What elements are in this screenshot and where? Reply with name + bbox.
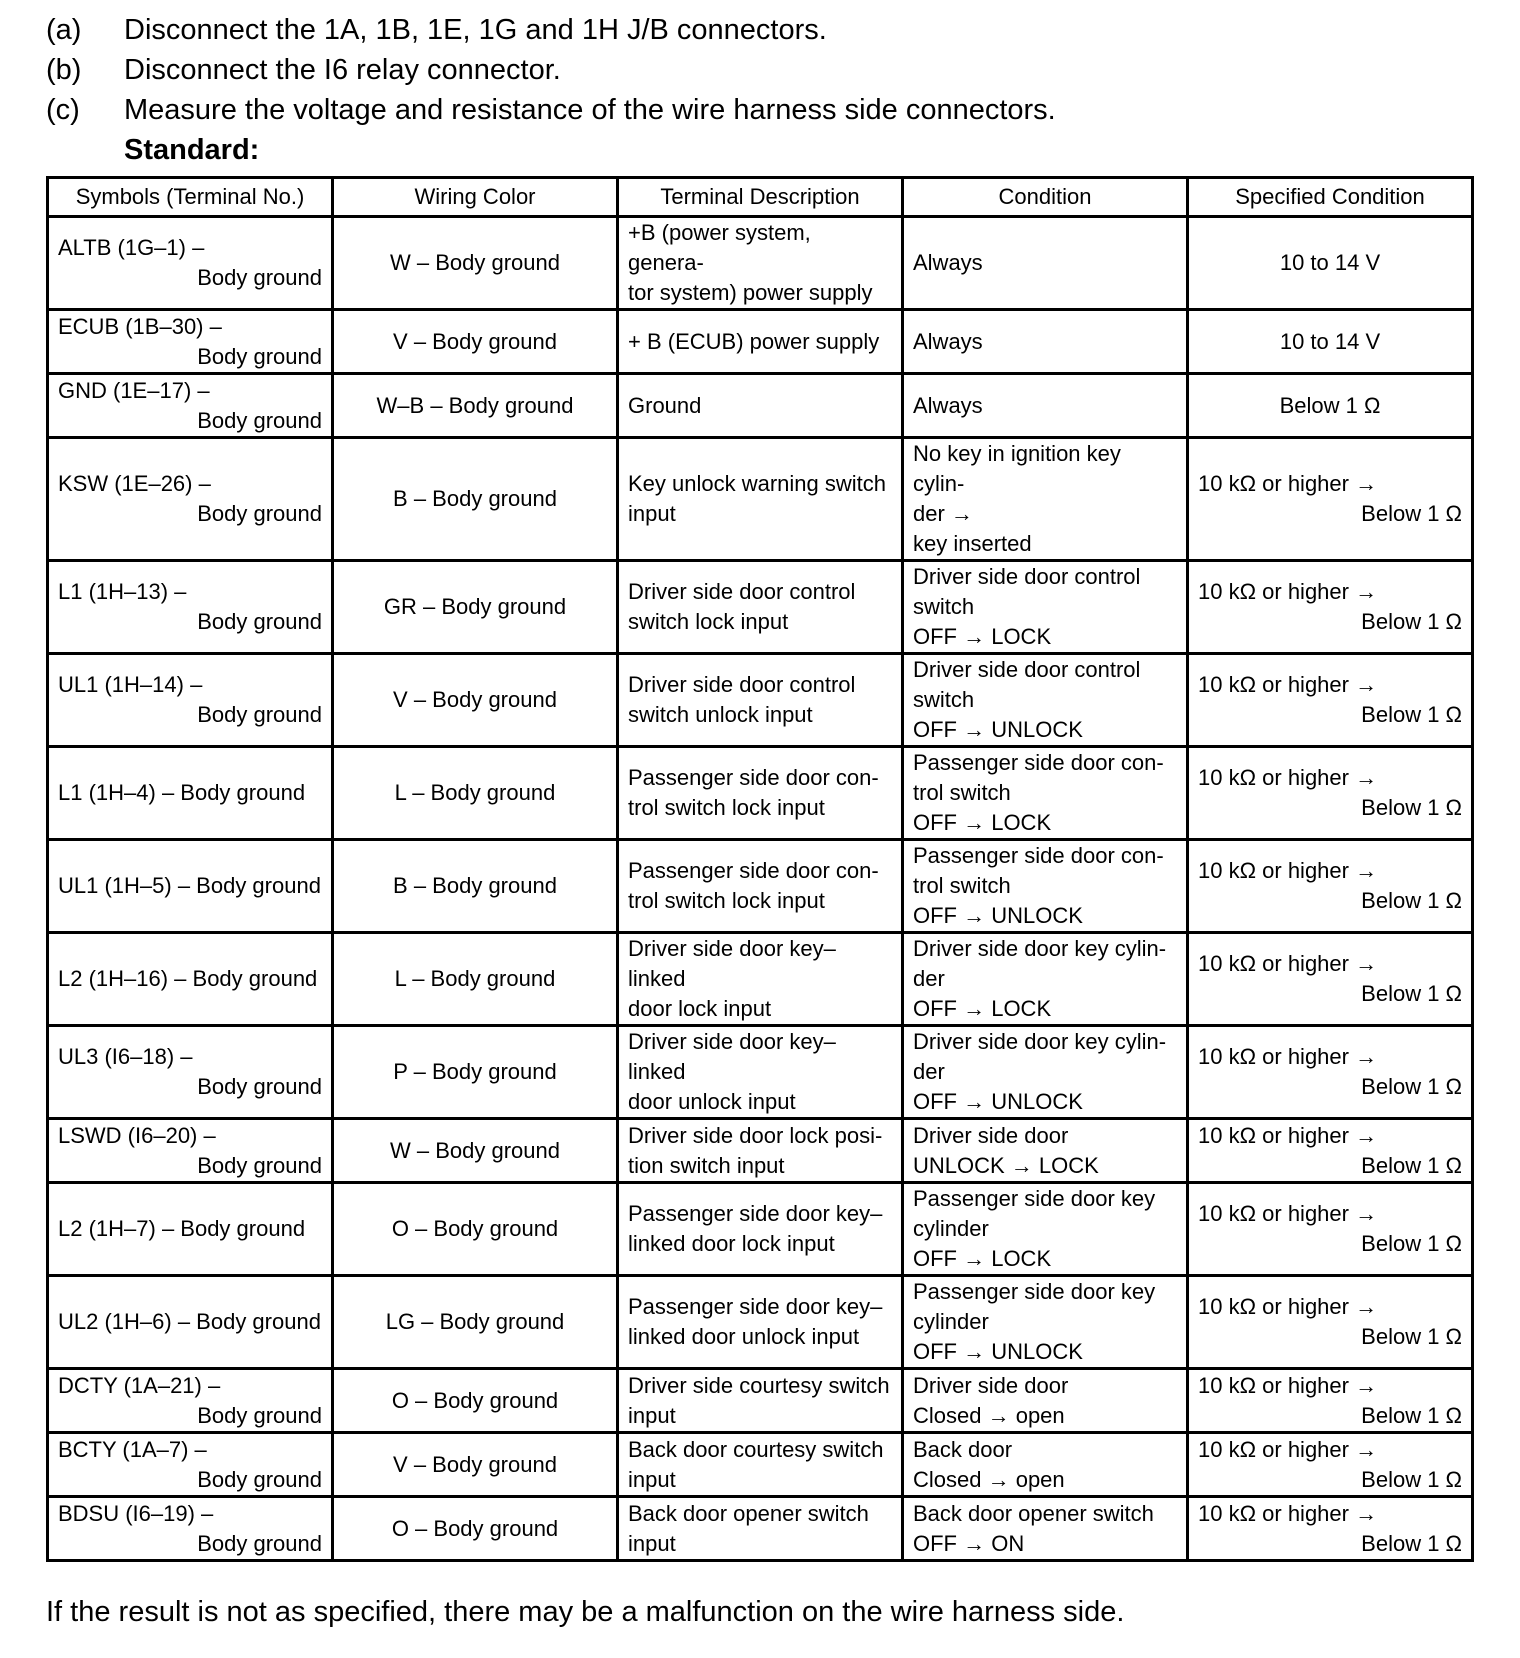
spec-before: 10 kΩ or higher → <box>1198 1294 1378 1319</box>
cell-terminal-description <box>618 747 903 840</box>
cell-specified-condition <box>1188 310 1473 374</box>
step-label: (c) <box>46 94 80 126</box>
spec-before: 10 kΩ or higher → <box>1198 471 1378 496</box>
cell-terminal-description <box>618 654 903 747</box>
symbol-terminal: UL1 (1H–5) – Body ground <box>58 873 321 898</box>
table-row <box>48 374 1473 438</box>
symbol-terminal: UL3 (I6–18) – <box>58 1044 193 1069</box>
spec-value: Below 1 Ω <box>1279 392 1381 418</box>
header-specified-condition: Specified Condition <box>1188 178 1473 217</box>
spec-after: Below 1 Ω <box>1361 981 1462 1006</box>
cell-symbols <box>48 374 333 438</box>
terminal-description: Passenger side door con- trol switch lock input <box>628 765 879 820</box>
symbol-terminal: L1 (1H–13) – <box>58 579 187 604</box>
wiring-color: L – Body ground <box>394 780 556 805</box>
spec-after: Below 1 Ω <box>1361 702 1462 727</box>
cell-terminal-description <box>618 1026 903 1119</box>
spec-before: 10 kΩ or higher → <box>1198 1044 1378 1069</box>
wiring-color: O – Body ground <box>391 1387 559 1413</box>
header-symbols: Symbols (Terminal No.) <box>48 178 333 217</box>
spec-after: Below 1 Ω <box>1361 1530 1462 1556</box>
cell-symbols <box>48 438 333 561</box>
cell-wiring-color <box>333 1183 618 1276</box>
symbol-terminal: L2 (1H–7) – Body ground <box>58 1216 306 1241</box>
spec-after: Below 1 Ω <box>1361 1231 1462 1256</box>
symbol-ground: Body ground <box>197 265 322 290</box>
cell-condition <box>903 1369 1188 1433</box>
cell-symbols <box>48 654 333 747</box>
spec-before: 10 kΩ or higher → <box>1198 1201 1378 1226</box>
table-header-row <box>48 178 1473 217</box>
spec-value: 10 to 14 V <box>1279 328 1381 354</box>
step-a <box>46 10 1056 50</box>
condition: Driver side door control switch OFF → UNLOCK <box>913 657 1141 742</box>
symbol-ground: Body ground <box>197 1074 322 1099</box>
terminal-description: Driver side courtesy switch input <box>628 1372 890 1428</box>
cell-symbols <box>48 1183 333 1276</box>
terminal-description: Key unlock warning switch input <box>628 471 887 526</box>
spec-before: 10 kΩ or higher → <box>1198 1372 1378 1398</box>
cell-terminal-description <box>618 217 903 310</box>
symbol-terminal: LSWD (I6–20) – <box>58 1122 216 1148</box>
cell-condition <box>903 1497 1188 1561</box>
condition: Always <box>913 250 983 275</box>
spec-before: 10 kΩ or higher → <box>1198 765 1378 790</box>
table-row <box>48 1183 1473 1276</box>
table-row <box>48 1369 1473 1433</box>
spec-before: 10 kΩ or higher → <box>1198 579 1378 604</box>
cell-condition <box>903 561 1188 654</box>
terminal-description: + B (ECUB) power supply <box>628 328 880 354</box>
symbol-terminal: L2 (1H–16) – Body ground <box>58 966 318 991</box>
table-row <box>48 933 1473 1026</box>
symbol-terminal: GND (1E–17) – <box>58 377 210 403</box>
step-text: Disconnect the I6 relay connector. <box>124 54 561 86</box>
spec-after: Below 1 Ω <box>1361 1152 1462 1178</box>
cell-condition <box>903 438 1188 561</box>
condition: Passenger side door con- trol switch OFF → LOCK <box>913 750 1164 835</box>
wiring-color: V – Body ground <box>393 687 557 712</box>
table-row <box>48 217 1473 310</box>
wiring-color: V – Body ground <box>393 1451 557 1477</box>
cell-symbols <box>48 1119 333 1183</box>
wiring-color: L – Body ground <box>394 966 556 991</box>
cell-symbols <box>48 310 333 374</box>
spec-after: Below 1 Ω <box>1361 609 1462 634</box>
table-row <box>48 561 1473 654</box>
cell-condition <box>903 654 1188 747</box>
cell-terminal-description <box>618 840 903 933</box>
cell-condition <box>903 1026 1188 1119</box>
cell-symbols <box>48 217 333 310</box>
terminal-description: Back door courtesy switch input <box>628 1436 884 1492</box>
cell-specified-condition <box>1188 1026 1473 1119</box>
cell-symbols <box>48 1026 333 1119</box>
wiring-color: O – Body ground <box>391 1515 559 1541</box>
spec-after: Below 1 Ω <box>1361 501 1462 526</box>
condition: Driver side door UNLOCK → LOCK <box>913 1122 1099 1178</box>
cell-condition <box>903 1119 1188 1183</box>
terminal-description: Back door opener switch input <box>628 1500 869 1556</box>
cell-wiring-color <box>333 217 618 310</box>
table-row <box>48 1276 1473 1369</box>
cell-wiring-color <box>333 654 618 747</box>
header-terminal-description: Terminal Description <box>618 178 903 217</box>
cell-wiring-color <box>333 1433 618 1497</box>
terminal-description: Passenger side door key– linked door lock input <box>628 1201 883 1256</box>
cell-wiring-color <box>333 438 618 561</box>
cell-specified-condition <box>1188 1119 1473 1183</box>
cell-specified-condition <box>1188 561 1473 654</box>
cell-specified-condition <box>1188 438 1473 561</box>
cell-terminal-description <box>618 1276 903 1369</box>
symbol-terminal: KSW (1E–26) – <box>58 471 211 496</box>
cell-wiring-color <box>333 1119 618 1183</box>
cell-terminal-description <box>618 1183 903 1276</box>
cell-terminal-description <box>618 561 903 654</box>
spec-after: Below 1 Ω <box>1361 1466 1462 1492</box>
condition: Always <box>913 392 983 418</box>
wiring-color: B – Body ground <box>393 873 557 898</box>
cell-condition <box>903 1276 1188 1369</box>
cell-condition <box>903 1183 1188 1276</box>
cell-terminal-description <box>618 1119 903 1183</box>
cell-symbols <box>48 1369 333 1433</box>
symbol-terminal: BDSU (I6–19) – <box>58 1500 214 1526</box>
spec-after: Below 1 Ω <box>1361 795 1462 820</box>
spec-before: 10 kΩ or higher → <box>1198 858 1378 883</box>
table-row <box>48 310 1473 374</box>
condition: Back door Closed → open <box>913 1436 1065 1492</box>
procedure-steps <box>46 10 1056 170</box>
cell-condition <box>903 840 1188 933</box>
cell-wiring-color <box>333 1276 618 1369</box>
terminal-description: Passenger side door key– linked door unlock input <box>628 1294 883 1349</box>
wiring-color: LG – Body ground <box>385 1309 565 1334</box>
cell-terminal-description <box>618 1497 903 1561</box>
symbol-terminal: DCTY (1A–21) – <box>58 1372 221 1398</box>
spec-after: Below 1 Ω <box>1361 1324 1462 1349</box>
cell-symbols <box>48 747 333 840</box>
cell-wiring-color <box>333 310 618 374</box>
cell-wiring-color <box>333 1369 618 1433</box>
wiring-color: B – Body ground <box>393 486 557 511</box>
condition: Always <box>913 328 983 354</box>
symbol-ground: Body ground <box>197 407 322 433</box>
header-condition: Condition <box>903 178 1188 217</box>
cell-wiring-color <box>333 374 618 438</box>
cell-specified-condition <box>1188 1369 1473 1433</box>
table-row <box>48 1497 1473 1561</box>
cell-terminal-description <box>618 1369 903 1433</box>
symbol-terminal: UL2 (1H–6) – Body ground <box>58 1309 321 1334</box>
spec-table <box>46 176 1474 1562</box>
spec-after: Below 1 Ω <box>1361 1402 1462 1428</box>
cell-specified-condition <box>1188 1183 1473 1276</box>
step-c <box>46 90 1056 130</box>
spec-before: 10 kΩ or higher → <box>1198 1500 1378 1526</box>
cell-wiring-color <box>333 1497 618 1561</box>
cell-symbols <box>48 1497 333 1561</box>
cell-specified-condition <box>1188 654 1473 747</box>
terminal-description: Driver side door key–linked door lock input <box>628 936 836 1021</box>
cell-specified-condition <box>1188 747 1473 840</box>
symbol-terminal: L1 (1H–4) – Body ground <box>58 780 306 805</box>
symbol-ground: Body ground <box>197 609 322 634</box>
table-row <box>48 1433 1473 1497</box>
spec-before: 10 kΩ or higher → <box>1198 672 1378 697</box>
terminal-description: Driver side door control switch unlock input <box>628 672 856 727</box>
wiring-color: W – Body ground <box>390 1137 560 1163</box>
symbol-ground: Body ground <box>197 501 322 526</box>
symbol-terminal: BCTY (1A–7) – <box>58 1436 207 1462</box>
terminal-description: Driver side door control switch lock input <box>628 579 856 634</box>
cell-specified-condition <box>1188 933 1473 1026</box>
symbol-ground: Body ground <box>197 1530 322 1556</box>
condition: Passenger side door key cylinder OFF → UNLOCK <box>913 1279 1156 1364</box>
wiring-color: W – Body ground <box>390 250 560 275</box>
cell-wiring-color <box>333 561 618 654</box>
step-label: (a) <box>46 14 82 46</box>
header-wiring-color: Wiring Color <box>333 178 618 217</box>
table-row <box>48 438 1473 561</box>
cell-specified-condition <box>1188 374 1473 438</box>
cell-specified-condition <box>1188 840 1473 933</box>
terminal-description: Driver side door key–linked door unlock input <box>628 1029 836 1114</box>
standard-label: Standard: <box>124 134 260 166</box>
cell-specified-condition <box>1188 1497 1473 1561</box>
spec-before: 10 kΩ or higher → <box>1198 1122 1378 1148</box>
condition: No key in ignition key cylin- der → key inserted <box>913 441 1121 556</box>
cell-wiring-color <box>333 747 618 840</box>
wiring-color: O – Body ground <box>391 1216 559 1241</box>
condition: Driver side door key cylin- der OFF → LOCK <box>913 936 1167 1021</box>
step-text: Measure the voltage and resistance of the wire harness side connectors. <box>124 94 1056 126</box>
wiring-color: GR – Body ground <box>383 594 567 619</box>
cell-symbols <box>48 561 333 654</box>
wiring-color: P – Body ground <box>393 1059 557 1084</box>
symbol-terminal: ECUB (1B–30) – <box>58 313 222 339</box>
cell-terminal-description <box>618 374 903 438</box>
cell-condition <box>903 1433 1188 1497</box>
cell-specified-condition <box>1188 1433 1473 1497</box>
spec-value: 10 to 14 V <box>1279 250 1381 275</box>
terminal-description: Passenger side door con- trol switch lock input <box>628 858 879 913</box>
symbol-ground: Body ground <box>197 1402 322 1428</box>
cell-condition <box>903 747 1188 840</box>
terminal-description: Ground <box>628 392 702 418</box>
symbol-terminal: ALTB (1G–1) – <box>58 235 205 260</box>
footer-note: If the result is not as specified, there may be a malfunction on the wire harness side. <box>46 1596 1125 1628</box>
table-row <box>48 840 1473 933</box>
condition: Passenger side door con- trol switch OFF → UNLOCK <box>913 843 1164 928</box>
table-row <box>48 747 1473 840</box>
wiring-color: V – Body ground <box>393 328 557 354</box>
cell-symbols <box>48 1276 333 1369</box>
cell-symbols <box>48 840 333 933</box>
cell-condition <box>903 374 1188 438</box>
symbol-ground: Body ground <box>197 1152 322 1178</box>
cell-condition <box>903 217 1188 310</box>
spec-after: Below 1 Ω <box>1361 1074 1462 1099</box>
cell-wiring-color <box>333 933 618 1026</box>
cell-specified-condition <box>1188 1276 1473 1369</box>
wiring-color: W–B – Body ground <box>376 392 574 418</box>
condition: Back door opener switch OFF → ON <box>913 1500 1154 1556</box>
table-row <box>48 654 1473 747</box>
cell-symbols <box>48 933 333 1026</box>
cell-symbols <box>48 1433 333 1497</box>
cell-wiring-color <box>333 1026 618 1119</box>
table-row <box>48 1026 1473 1119</box>
symbol-terminal: UL1 (1H–14) – <box>58 672 203 697</box>
terminal-description: Driver side door lock posi- tion switch input <box>628 1122 883 1178</box>
step-label: (b) <box>46 54 82 86</box>
cell-specified-condition <box>1188 217 1473 310</box>
cell-terminal-description <box>618 310 903 374</box>
step-text: Disconnect the 1A, 1B, 1E, 1G and 1H J/B connectors. <box>124 14 827 46</box>
spec-before: 10 kΩ or higher → <box>1198 1436 1378 1462</box>
condition: Driver side door Closed → open <box>913 1372 1069 1428</box>
table-row <box>48 1119 1473 1183</box>
symbol-ground: Body ground <box>197 343 322 369</box>
symbol-ground: Body ground <box>197 1466 322 1492</box>
cell-wiring-color <box>333 840 618 933</box>
cell-condition <box>903 310 1188 374</box>
spec-before: 10 kΩ or higher → <box>1198 951 1378 976</box>
cell-terminal-description <box>618 933 903 1026</box>
condition: Driver side door key cylin- der OFF → UNLOCK <box>913 1029 1167 1114</box>
condition: Passenger side door key cylinder OFF → LOCK <box>913 1186 1156 1271</box>
terminal-description: +B (power system, genera- tor system) power supply <box>628 220 873 305</box>
cell-terminal-description <box>618 1433 903 1497</box>
cell-condition <box>903 933 1188 1026</box>
spec-after: Below 1 Ω <box>1361 888 1462 913</box>
step-b <box>46 50 1056 90</box>
condition: Driver side door control switch OFF → LOCK <box>913 564 1141 649</box>
cell-terminal-description <box>618 438 903 561</box>
symbol-ground: Body ground <box>197 702 322 727</box>
